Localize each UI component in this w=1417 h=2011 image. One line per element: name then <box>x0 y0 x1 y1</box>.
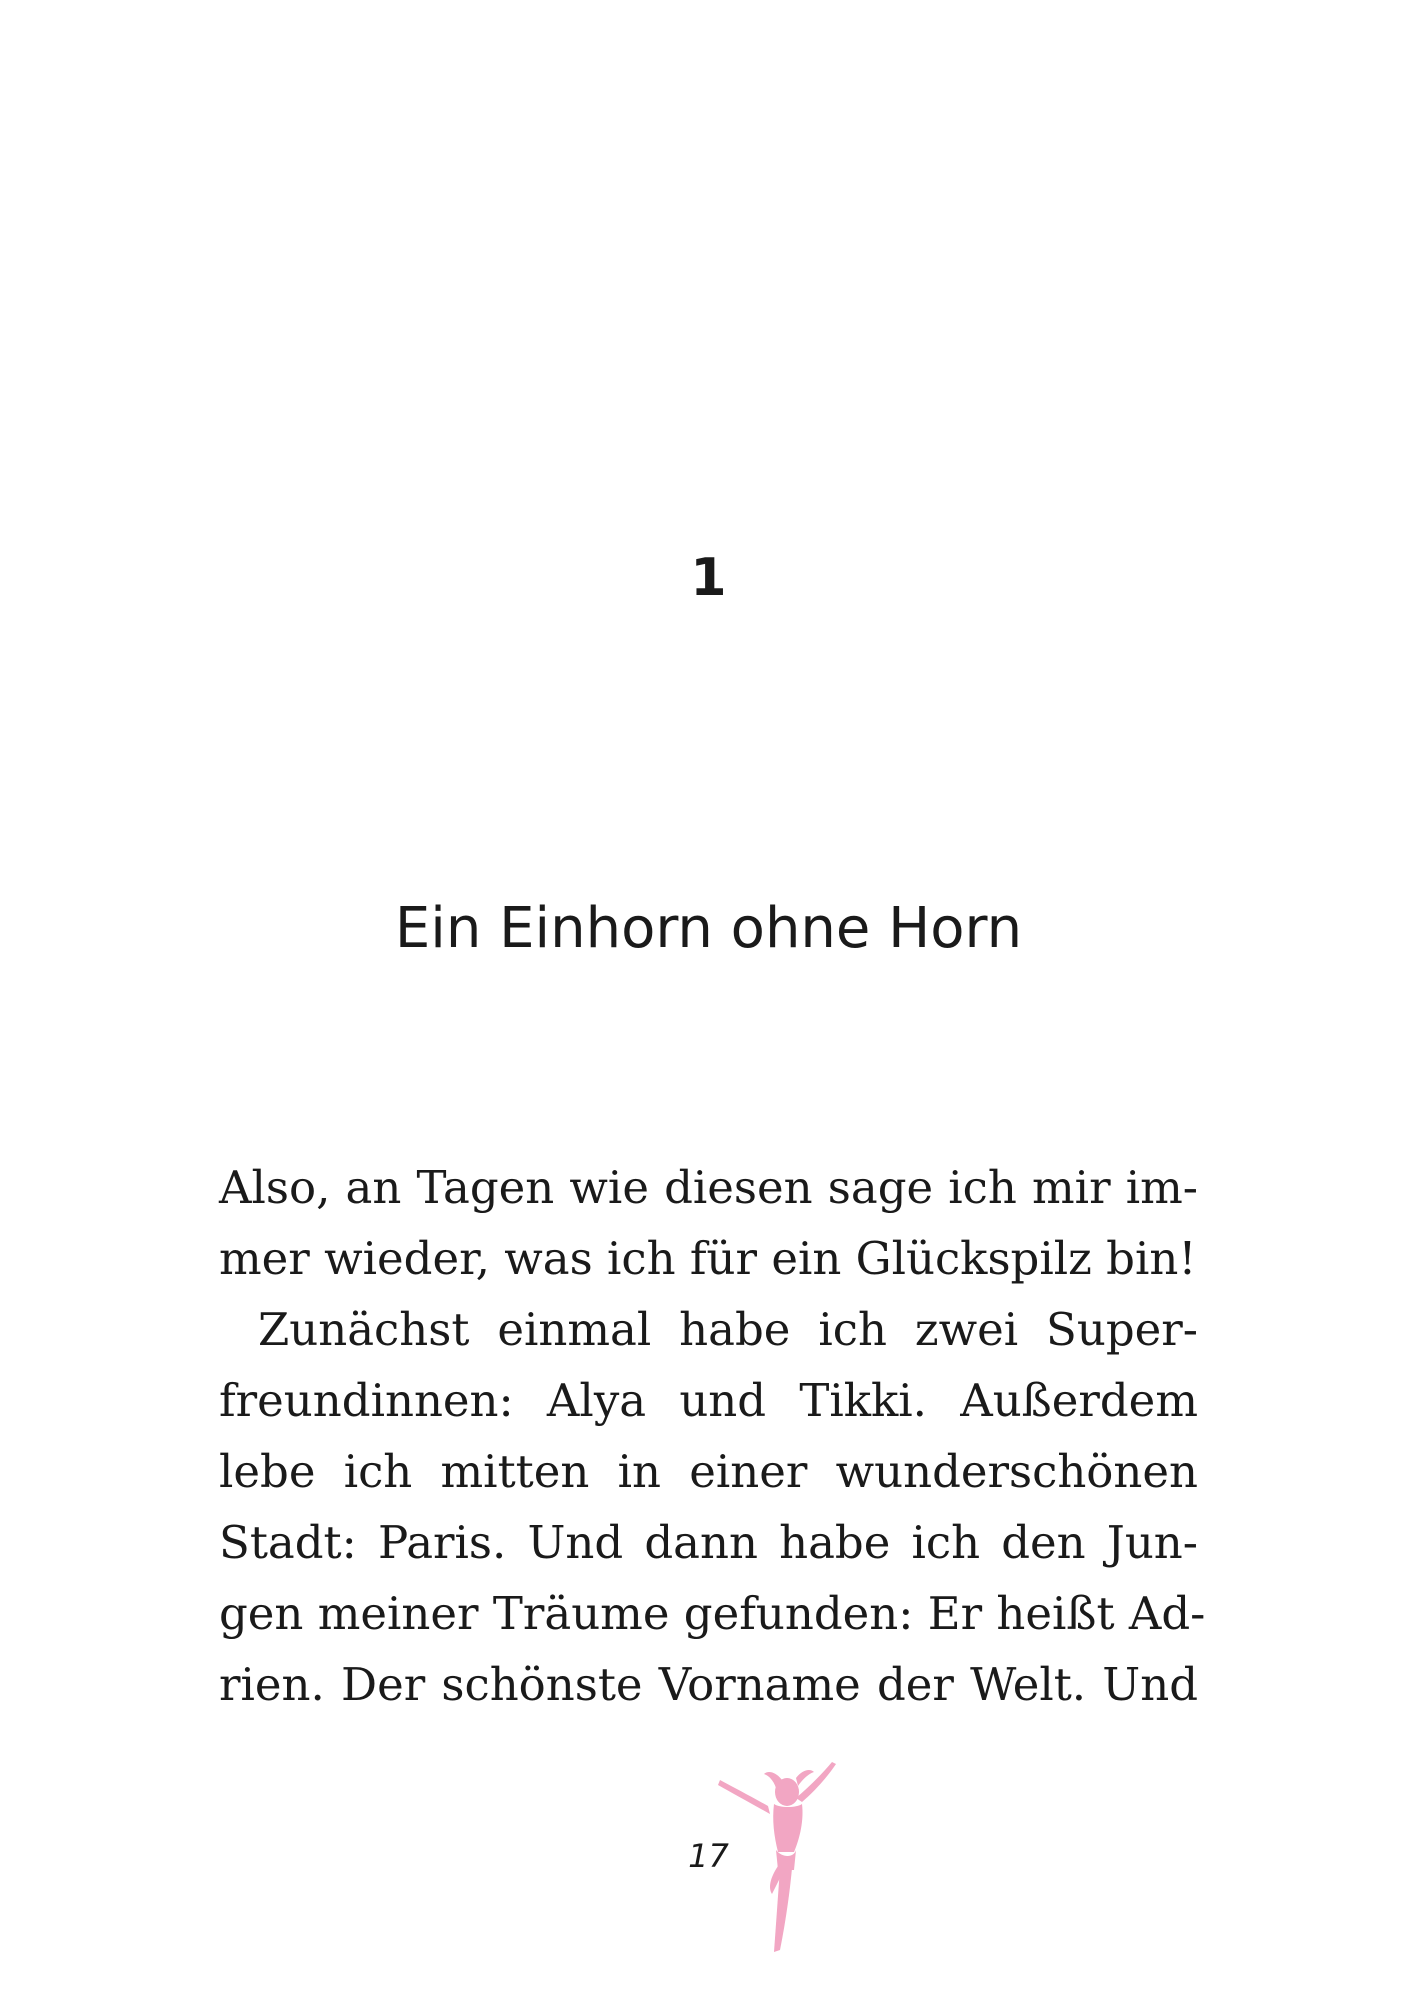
text-line: Also, an Tagen wie diesen sage ich mir im- <box>219 1161 1198 1214</box>
text-line: gen meiner Träume gefunden: Er heißt Ad- <box>219 1587 1206 1640</box>
text-line: lebe ich mitten in einer wunderschönen <box>219 1445 1198 1498</box>
chapter-number: 1 <box>690 548 727 608</box>
text-line: freundinnen: Alya und Tikki. Außerdem <box>219 1374 1198 1427</box>
chapter-title: Ein Einhorn ohne Horn <box>394 896 1023 961</box>
text-line: Stadt: Paris. Und dann habe ich den Jun- <box>219 1516 1198 1569</box>
text-line: Zunächst einmal habe ich zwei Super- <box>258 1303 1198 1356</box>
page-number: 17 <box>688 1837 729 1875</box>
body-text <box>219 1152 1206 1720</box>
text-line: mer wieder, was ich für ein Glückspilz bin! <box>219 1232 1197 1285</box>
text-line: rien. Der schönste Vorname der Welt. Und <box>219 1658 1198 1711</box>
